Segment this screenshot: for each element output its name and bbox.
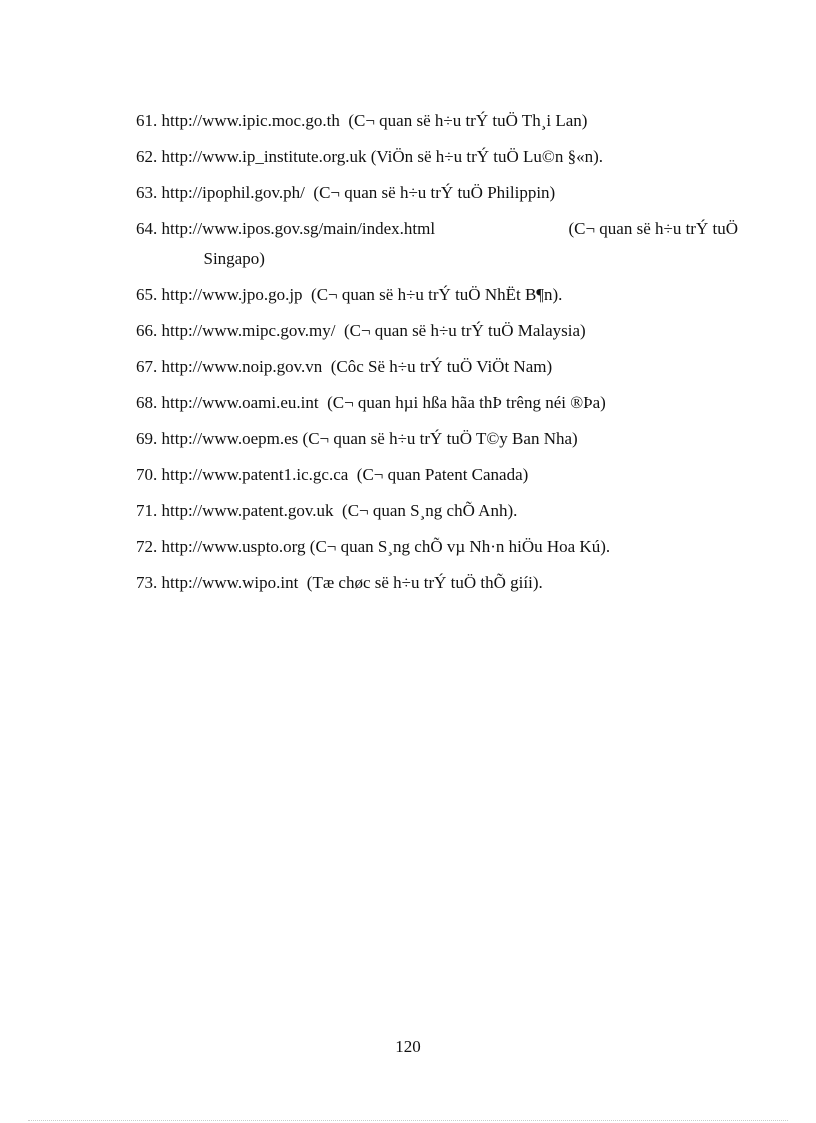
reference-number: 67. — [136, 357, 158, 376]
reference-line — [162, 214, 739, 244]
reference-description: (C¬ quan së h÷u trÝ tuÖ Th¸i Lan) — [348, 111, 588, 130]
reference-description: (C¬ quan S¸ng chÕ vµ Nh·n hiÖu Hoa Kú). — [309, 537, 611, 556]
reference-number: 66. — [136, 321, 158, 340]
reference-description: (C¬ quan së h÷u trÝ tuÖ Malaysia) — [343, 321, 586, 340]
reference-body — [162, 280, 739, 310]
reference-description: (C¬ quan së h÷u trÝ tuÖ Philippin) — [313, 183, 556, 202]
reference-url: http://www.mipc.gov.my/ — [161, 321, 336, 340]
reference-body — [162, 388, 739, 418]
page-number: 120 — [395, 1037, 421, 1056]
reference-number: 72. — [136, 537, 158, 556]
reference-description-continued: Singapo) — [203, 249, 265, 268]
list-item — [136, 532, 738, 562]
list-item — [136, 316, 738, 346]
reference-body — [162, 424, 739, 454]
reference-number: 62. — [136, 147, 158, 166]
reference-number: 69. — [136, 429, 158, 448]
reference-description: (C¬ quan Patent Canada) — [356, 465, 529, 484]
reference-number: 70. — [136, 465, 158, 484]
reference-list — [136, 106, 738, 604]
list-item — [136, 142, 738, 172]
reference-body — [162, 460, 739, 490]
list-item — [136, 178, 738, 208]
reference-description: (C¬ quan hµi hßa hãa thÞ trêng néi ®Þa) — [327, 393, 606, 412]
reference-url: http://www.uspto.org — [161, 537, 306, 556]
reference-number: 63. — [136, 183, 158, 202]
reference-url: http://www.noip.gov.vn — [161, 357, 323, 376]
reference-url: http://www.ip_institute.org.uk — [161, 147, 367, 166]
reference-description: (C¬ quan së h÷u trÝ tuÖ NhËt B¶n). — [311, 285, 563, 304]
page-bottom-divider — [28, 1120, 788, 1121]
reference-number: 71. — [136, 501, 158, 520]
list-item — [136, 496, 738, 526]
list-item — [136, 352, 738, 382]
reference-description: (ViÖn së h÷u trÝ tuÖ Lu©n §«n). — [370, 147, 603, 166]
reference-number: 68. — [136, 393, 158, 412]
list-item — [136, 280, 738, 310]
reference-body — [162, 352, 739, 382]
reference-body — [162, 568, 739, 598]
reference-description: (Tæ chøc së h÷u trÝ tuÖ thÕ giíi). — [306, 573, 543, 592]
reference-url: http://www.wipo.int — [161, 573, 299, 592]
reference-description: (C¬ quan S¸ng chÕ Anh). — [342, 501, 518, 520]
reference-number: 73. — [136, 573, 158, 592]
reference-body — [162, 496, 739, 526]
list-item — [136, 568, 738, 598]
reference-body — [162, 316, 739, 346]
reference-body — [162, 214, 739, 274]
reference-url: http://www.ipic.moc.go.th — [161, 111, 340, 130]
list-item — [136, 106, 738, 136]
reference-description: (C¬ quan së h÷u trÝ tuÖ — [568, 219, 738, 238]
reference-body — [162, 532, 739, 562]
reference-url: http://www.oami.eu.int — [161, 393, 319, 412]
reference-number: 64. — [136, 219, 158, 238]
reference-url: http://www.jpo.go.jp — [161, 285, 303, 304]
reference-number: 61. — [136, 111, 158, 130]
list-item — [136, 214, 738, 274]
reference-url: http://ipophil.gov.ph/ — [161, 183, 305, 202]
reference-description: (Côc Së h÷u trÝ tuÖ ViÖt Nam) — [330, 357, 553, 376]
reference-body — [162, 142, 739, 172]
reference-url: http://www.ipos.gov.sg/main/index.html — [161, 219, 436, 238]
reference-number: 65. — [136, 285, 158, 304]
reference-url: http://www.oepm.es — [161, 429, 299, 448]
reference-url: http://www.patent1.ic.gc.ca — [161, 465, 349, 484]
reference-body — [162, 106, 739, 136]
list-item — [136, 424, 738, 454]
reference-body — [162, 178, 739, 208]
list-item — [136, 388, 738, 418]
reference-description: (C¬ quan së h÷u trÝ tuÖ T©y Ban Nha) — [302, 429, 578, 448]
list-item — [136, 460, 738, 490]
reference-url: http://www.patent.gov.uk — [161, 501, 334, 520]
